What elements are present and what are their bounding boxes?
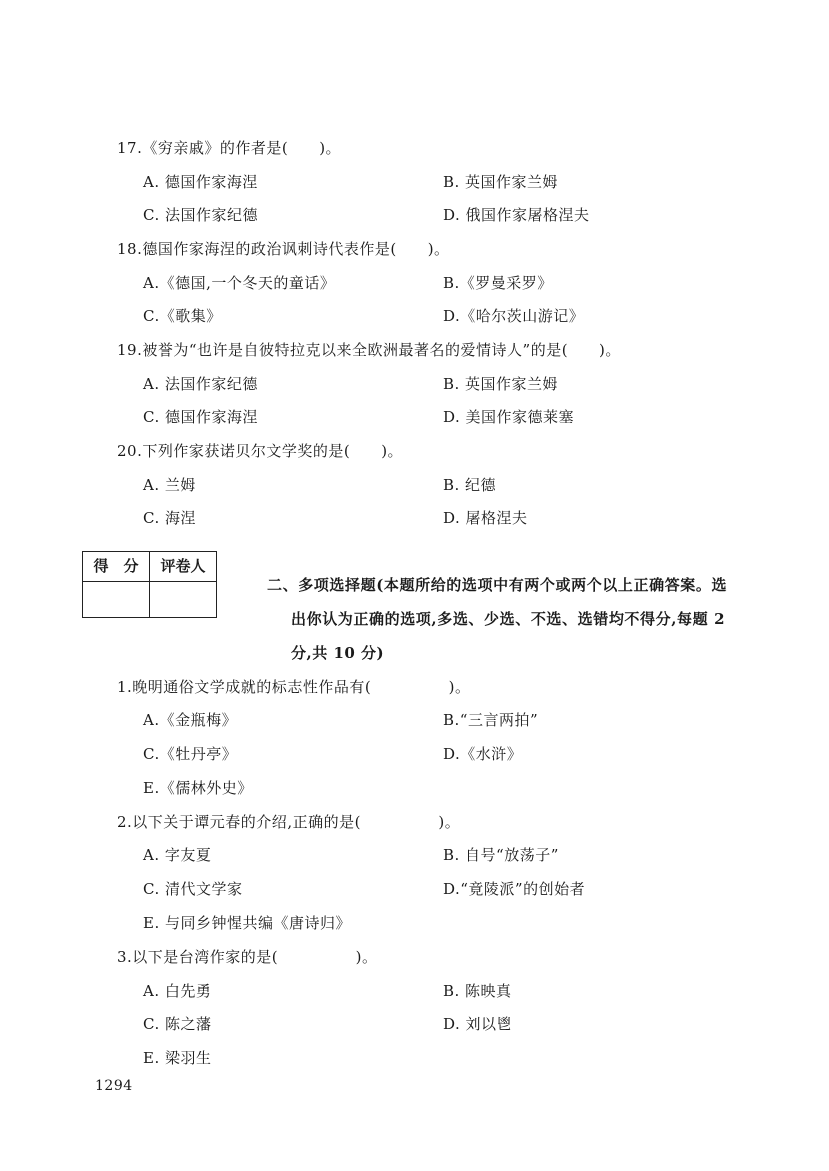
grader-blank-cell [150,582,216,617]
mc-question-3-option-e: E. 梁羽生 [143,1049,212,1067]
mc-question-1-option-d: D.《水浒》 [443,745,523,763]
question-20-stem: 20.下列作家获诺贝尔文学奖的是( )。 [117,442,404,460]
mc-question-2-option-c: C. 清代文学家 [143,880,243,898]
question-19-option-c: C. 德国作家海涅 [143,408,258,426]
question-19-option-d: D. 美国作家德莱塞 [443,408,575,426]
mc-question-1-option-b: B.“三言两拍” [443,711,539,729]
mc-question-1-option-c: C.《牡丹亭》 [143,745,238,763]
mc-question-3-option-a: A. 白先勇 [143,982,212,1000]
grader-label: 评卷人 [150,552,216,582]
question-18-option-b: B.《罗曼采罗》 [443,274,553,292]
question-20-option-d: D. 屠格涅夫 [443,509,528,527]
mc-question-3-option-d: D. 刘以鬯 [443,1015,513,1033]
question-17-option-c: C. 法国作家纪德 [143,206,258,224]
question-19-option-a: A. 法国作家纪德 [143,375,258,393]
mc-question-2-stem: 2.以下关于谭元春的介绍,正确的是( )。 [117,813,461,831]
mc-question-2-option-e: E. 与同乡钟惺共编《唐诗归》 [143,914,351,932]
page-number: 1294 [95,1078,133,1094]
question-17-option-a: A. 德国作家海涅 [143,173,258,191]
question-17-stem: 17.《穷亲戚》的作者是( )。 [117,139,342,157]
mc-question-3-stem: 3.以下是台湾作家的是( )。 [117,948,378,966]
section-2-heading-line2: 出你认为正确的选项,多选、少选、不选、选错均不得分,每题 2 [291,610,726,628]
question-19-stem: 19.被誉为“也许是自彼特拉克以来全欧洲最著名的爱情诗人”的是( )。 [117,341,621,359]
score-box [82,551,217,618]
mc-question-2-option-b: B. 自号“放荡子” [443,846,559,864]
mc-question-1-option-e: E.《儒林外史》 [143,779,253,797]
mc-question-3-option-b: B. 陈映真 [443,982,512,1000]
question-18-stem: 18.德国作家海涅的政治讽刺诗代表作是( )。 [117,240,450,258]
section-2-heading-line3: 分,共 10 分) [291,644,385,662]
score-label: 得 分 [83,552,150,582]
question-19-option-b: B. 英国作家兰姆 [443,375,559,393]
question-18-option-c: C.《歌集》 [143,307,222,325]
question-20-option-a: A. 兰姆 [143,476,196,494]
question-20-option-c: C. 海涅 [143,509,196,527]
mc-question-3-option-c: C. 陈之藩 [143,1015,212,1033]
mc-question-1-option-a: A.《金瓶梅》 [143,711,238,729]
question-20-option-b: B. 纪德 [443,476,497,494]
question-17-option-b: B. 英国作家兰姆 [443,173,559,191]
question-18-option-a: A.《德国,一个冬天的童话》 [143,274,336,292]
mc-question-2-option-d: D.“竟陵派”的创始者 [443,880,586,898]
section-2-heading-line1: 二、多项选择题(本题所给的选项中有两个或两个以上正确答案。选 [267,576,728,594]
question-18-option-d: D.《哈尔茨山游记》 [443,307,585,325]
mc-question-2-option-a: A. 字友夏 [143,846,212,864]
question-17-option-d: D. 俄国作家屠格涅夫 [443,206,590,224]
score-blank-cell [83,582,150,617]
mc-question-1-stem: 1.晚明通俗文学成就的标志性作品有( )。 [117,678,471,696]
